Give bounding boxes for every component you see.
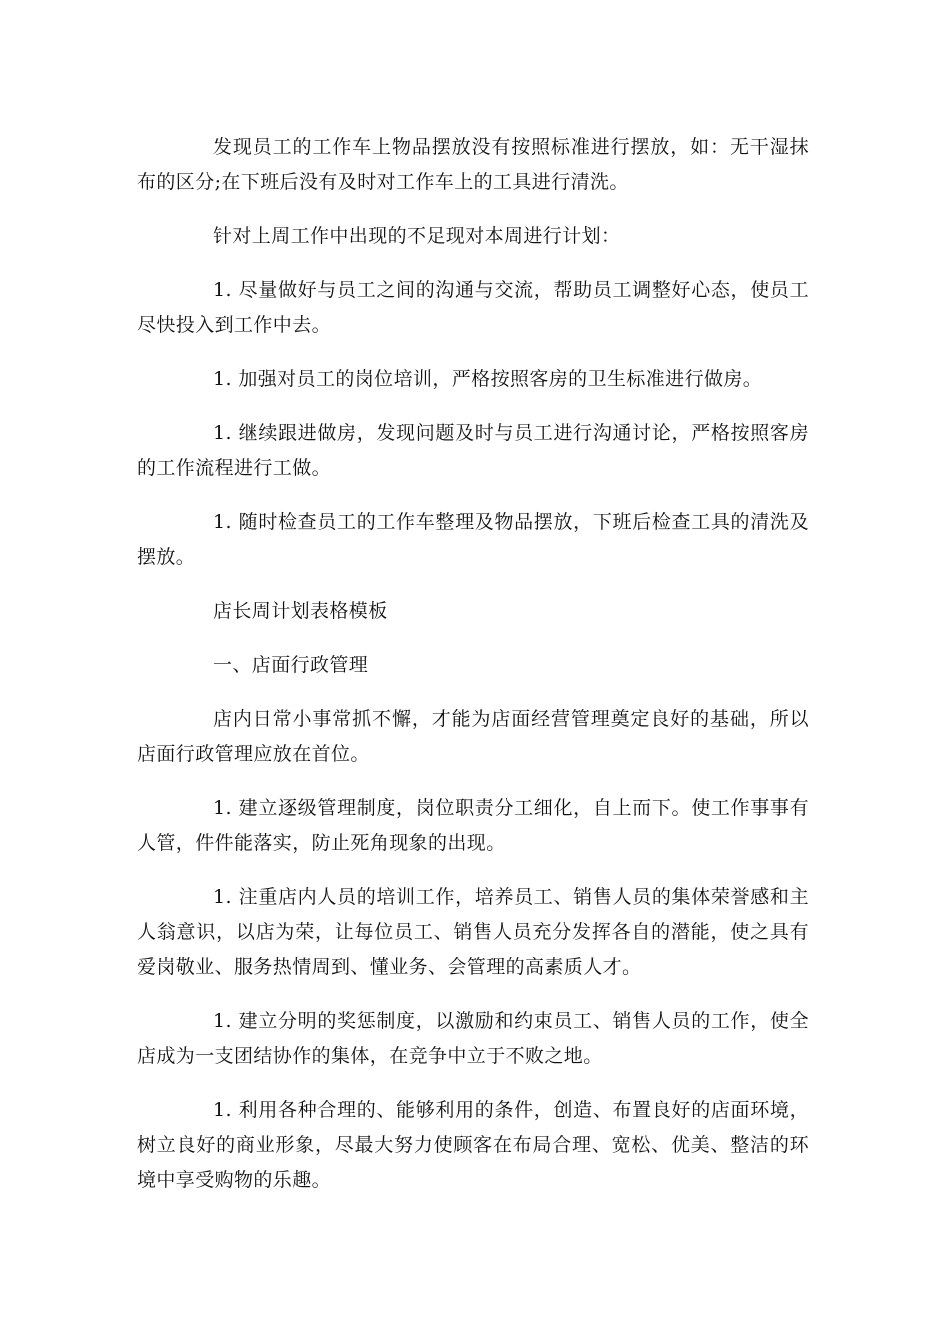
paragraph-13: 1. 利用各种合理的、能够利用的条件，创造、布置良好的店面环境，树立良好的商业形象，尽最大努力使顾客在布局合理、宽松、优美、整洁的环境中享受购物的乐趣。 [137, 1099, 809, 1191]
paragraph-9: 店内日常小事常抓不懈，才能为店面经营管理奠定良好的基础，所以店面行政管理应放在首位。 [137, 708, 809, 765]
paragraph-1: 发现员工的工作车上物品摆放没有按照标准进行摆放，如：无干湿抹布的区分;在下班后没有及时对工作车上的工具进行清洗。 [137, 136, 809, 193]
paragraph-12: 1. 建立分明的奖惩制度，以激励和约束员工、销售人员的工作，使全店成为一支团结协作的集体，在竞争中立于不败之地。 [137, 1010, 809, 1067]
paragraph-10: 1. 建立逐级管理制度，岗位职责分工细化，自上而下。使工作事事有人管，件件能落实，防止死角现象的出现。 [137, 797, 809, 854]
paragraph-3: 1. 尽量做好与员工之间的沟通与交流，帮助员工调整好心态，使员工尽快投入到工作中去。 [137, 279, 809, 336]
paragraph-6: 1. 随时检查员工的工作车整理及物品摆放，下班后检查工具的清洗及摆放。 [137, 511, 809, 568]
paragraph-11: 1. 注重店内人员的培训工作，培养员工、销售人员的集体荣誉感和主人翁意识，以店为荣，让每位员工、销售人员充分发挥各自的潜能，使之具有爱岗敬业、服务热情周到、懂业务、会管理的高素质人才。 [137, 886, 809, 978]
paragraph-2: 针对上周工作中出现的不足现对本周进行计划： [213, 225, 621, 247]
section-heading: 一、店面行政管理 [213, 654, 369, 676]
paragraph-5: 1. 继续跟进做房，发现问题及时与员工进行沟通讨论，严格按照客房的工作流程进行工做。 [137, 422, 809, 479]
paragraph-4: 1. 加强对员工的岗位培训，严格按照客房的卫生标准进行做房。 [213, 368, 763, 390]
document-body [137, 130, 809, 1217]
section-title: 店长周计划表格模板 [213, 600, 388, 622]
